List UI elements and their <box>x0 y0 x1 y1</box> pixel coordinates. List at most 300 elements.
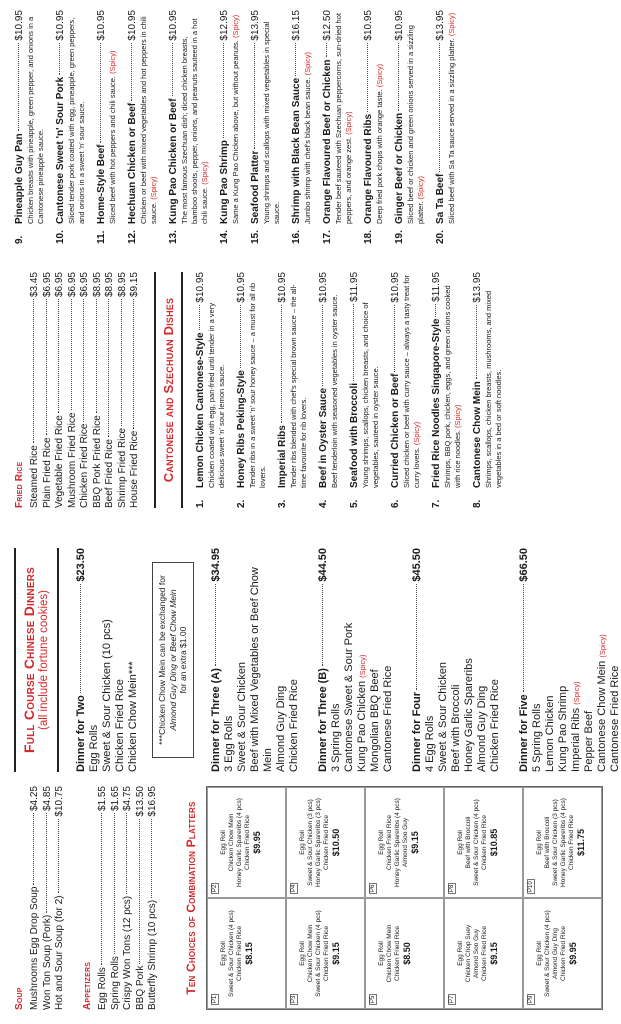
dinner-for-three-a <box>210 548 301 772</box>
dish-desc-text: Deep fried pork chops with orange taste. <box>375 89 384 224</box>
spicy-tag: (Spicy) <box>344 111 353 135</box>
item-price: $1.65 <box>109 786 121 812</box>
spicy-tag: (Spicy) <box>357 654 367 678</box>
dish-name: Kung Pao Chicken or Beef <box>168 98 179 224</box>
dish-price: $13.95 <box>435 10 446 41</box>
dish-body <box>431 272 463 488</box>
dish-body <box>291 10 313 224</box>
spicy-tag: (Spicy) <box>411 421 421 446</box>
combo-line: Beef with Broccoli <box>544 816 551 869</box>
item-price: $4.75 <box>122 786 133 812</box>
combo-line: Chicken Chow Mein <box>228 813 235 872</box>
item-price: $13.50 <box>134 786 146 817</box>
leader-dots <box>326 43 327 58</box>
combo-line: Sweet & Sour Chicken (3 pcs) <box>307 799 314 886</box>
note-line: Almond Guy Ding or Beef Chow Mein <box>167 589 178 731</box>
dish-description <box>67 10 87 224</box>
dish-body <box>250 10 282 224</box>
dish-description <box>334 10 354 224</box>
dish-price: $10.95 <box>317 272 329 303</box>
dinner-item <box>463 548 476 772</box>
dish-name: Honey Ribs Peking-Style <box>235 370 247 488</box>
dish-name: Curried Chicken or Beef <box>389 373 401 488</box>
column-fried-rice <box>0 272 621 508</box>
combo-line: Chicken Chop Suey <box>465 924 472 983</box>
combo-line: Chicken Fried Rice <box>394 926 401 981</box>
combo-line: Egg Roll <box>457 830 464 855</box>
dinner-item-text: Sweet & Sour Chicken (10 pcs) <box>101 619 113 772</box>
leader-dots <box>398 43 399 111</box>
dish-item <box>14 10 46 244</box>
leader-dots <box>46 813 47 913</box>
combo-line: Chicken Fried Rice <box>323 926 330 981</box>
leader-dots <box>439 43 440 172</box>
dish-name: Shrimp with Black Bean Sauce <box>291 77 302 224</box>
leader-dots <box>223 43 224 139</box>
top-rule <box>154 272 156 508</box>
price-row <box>117 272 130 508</box>
dish-head <box>127 10 139 224</box>
combo-cell <box>286 898 365 1009</box>
item-price: $6.95 <box>66 272 78 298</box>
combo-number: P3 <box>291 995 297 1003</box>
combo-line: Sweet & Sour Chicken (3 pcs) <box>552 799 559 886</box>
dish-number: 8. <box>471 499 483 508</box>
leader-dots <box>151 819 152 898</box>
dish-name: Imperial Ribs <box>276 425 288 488</box>
column-dinners <box>0 548 621 772</box>
spicy-tag: (Spicy) <box>447 12 456 37</box>
combo-line: Chicken Fried Rice <box>236 926 243 981</box>
dish-item <box>431 272 463 508</box>
dinner-for-two <box>75 548 140 772</box>
combo-line: Egg Roll <box>220 830 227 855</box>
dish-body <box>55 10 87 224</box>
combo-line: Chicken Fried Rice <box>386 815 393 870</box>
dish-item <box>127 10 159 244</box>
combo-number: P2 <box>212 884 218 892</box>
leader-dots <box>46 299 47 435</box>
appetizers-section <box>82 786 160 1010</box>
dinner-item-text: Beef with Mixed Vegetables or Beef Chow Mein <box>248 567 274 772</box>
price-row <box>42 786 55 1010</box>
dish-number: 15. <box>250 230 261 244</box>
dish-price: $12.50 <box>322 10 333 41</box>
dish-body <box>127 10 159 224</box>
dish-name: Cantonese Chow Mein <box>471 381 483 488</box>
dinner-item <box>476 548 489 772</box>
dish-desc-text: Jumbo shrimp with chef's black bean sauce. <box>303 77 312 224</box>
dinner-item <box>531 548 544 772</box>
dinner-item-text: Kung Pao Chicken <box>355 680 368 772</box>
combo-line: Egg Roll <box>378 941 385 966</box>
dish-desc-text: Sliced beef with hot peppers and chili sauce. <box>108 75 117 224</box>
dish-head <box>96 10 108 224</box>
spicy-tag: (Spicy) <box>452 404 462 428</box>
dish-price: $10.95 <box>394 10 405 41</box>
dinner-item <box>596 548 609 772</box>
dish-name: Seafood Platter <box>250 150 261 224</box>
column-dishes <box>0 10 621 244</box>
item-price: $6.95 <box>54 272 65 298</box>
dish-item <box>195 272 227 508</box>
note-line: ***Chicken Chow Mein can be exchanged for <box>157 575 167 745</box>
dish-number: 7. <box>430 499 442 508</box>
dishes-list <box>195 272 504 508</box>
combo-line: Almond Soo Guy <box>402 817 409 868</box>
item-name: Butterfly Shrimp (10 pcs) <box>147 899 158 1010</box>
combo-items <box>299 899 342 1008</box>
item-name: Beef Fried Rice <box>104 439 115 508</box>
dish-description <box>330 272 340 488</box>
dinner-item <box>88 548 101 772</box>
item-name: Hot and Sour Soup (for 2) <box>54 895 65 1010</box>
item-name: Plain Fried Rice <box>41 437 53 508</box>
leader-dots <box>18 43 19 132</box>
item-name: Mushrooms Egg Drop Soup <box>29 886 40 1010</box>
dish-head <box>349 272 361 488</box>
dish-description <box>375 10 385 224</box>
leader-dots <box>96 299 97 413</box>
item-name: Crispy Won Tons (12 pcs) <box>122 895 133 1010</box>
dish-description <box>108 10 118 224</box>
price-row <box>54 272 67 508</box>
combo-line: Chicken Fried Rice <box>560 926 567 981</box>
dish-number: 5. <box>348 499 360 508</box>
dish-item <box>236 272 268 508</box>
dinner-item <box>101 548 114 772</box>
leader-dots <box>58 299 59 413</box>
leader-dots <box>172 43 173 97</box>
dinner-item <box>114 548 127 772</box>
dish-number: 9. <box>14 235 25 244</box>
item-name: BBQ Pork Fried Rice <box>91 415 103 508</box>
combo-line: Almond Guy Ding <box>552 928 559 979</box>
spicy-tag: (Spicy) <box>571 681 581 705</box>
item-price: $8.95 <box>91 272 103 298</box>
dish-name: Kung Pao Shrimp <box>219 140 230 224</box>
dinner-item-text: 5 Spring Rolls <box>530 703 543 772</box>
combo-price: $9.95 <box>252 831 262 854</box>
combo-number: P7 <box>449 995 455 1003</box>
price-row <box>122 786 135 1010</box>
dish-name: Seafood with Broccoli <box>348 382 360 488</box>
dinner-item <box>544 548 557 772</box>
dish-name: Orange Flavoured Beef or Chicken <box>322 59 333 224</box>
dish-body <box>390 272 422 488</box>
appetizers-heading: Appetizers <box>82 961 93 1010</box>
bottom-rule <box>57 548 59 772</box>
dish-item <box>291 10 313 244</box>
combo-items <box>536 788 587 897</box>
dinner-item <box>343 548 356 772</box>
dinner-item-text: Cantonese Chow Mein <box>595 660 608 772</box>
dish-description <box>406 10 426 224</box>
dish-description <box>26 10 46 224</box>
item-name: House Fried Rice <box>129 430 140 508</box>
dish-desc-text: Young shrimps and scallops with mixed vegetables in special sauce. <box>262 21 281 224</box>
combo-line: Sweet & Sour Chicken (4 pcs) <box>544 910 551 997</box>
dinners-heading: Full Course Chinese Dinners <box>21 567 37 753</box>
combo-line: Chicken Fried Rice <box>481 815 488 870</box>
dish-head <box>394 10 406 224</box>
spicy-tag: (Spicy) <box>200 161 209 185</box>
dish-item <box>472 272 504 508</box>
dinner-price: $44.50 <box>316 548 329 582</box>
spicy-tag: (Spicy) <box>108 50 117 74</box>
dinner-item <box>330 548 343 772</box>
dish-number: 1. <box>194 499 206 508</box>
leader-dots <box>83 299 84 421</box>
column-soup-appetizers <box>0 786 621 1010</box>
dish-desc-text: Shrimps, BBQ pork, chicken, eggs, and green onions cooked with rice noodles. <box>442 285 462 488</box>
dinners-subtitle: (all include fortune cookies) <box>38 590 50 730</box>
item-name: Shrimp Fried Rice <box>116 427 128 508</box>
dish-number: 12. <box>127 230 138 244</box>
leader-dots <box>199 305 200 331</box>
combo-number: P6 <box>370 884 376 892</box>
dish-desc-text: Tender ribs blended with chef's special brown sauce – the all-time favourite for rib lovers. <box>288 284 308 488</box>
dinner-items <box>88 548 140 772</box>
dish-number: 16. <box>291 230 302 244</box>
dinner-item-text: 4 Egg Rolls <box>423 715 436 772</box>
dinner-item-text: Chicken Fried Rice <box>488 679 501 772</box>
dinner-name: Dinner for Three (A) <box>209 668 222 772</box>
combo-cell <box>286 787 365 898</box>
leader-dots <box>126 813 127 894</box>
price-row <box>79 272 92 508</box>
dish-number: 4. <box>317 499 329 508</box>
dish-price: $11.95 <box>348 272 360 302</box>
dish-item <box>219 10 241 244</box>
dish-name: Sa Ta Beef <box>435 173 446 224</box>
dish-desc-text: Same a Kung Pao Chicken above, but without peanuts. <box>231 40 240 224</box>
dish-price: $10.95 <box>127 10 138 41</box>
dinner-item <box>450 548 463 772</box>
dish-item <box>349 272 381 508</box>
item-price: $3.45 <box>29 272 40 298</box>
dish-head <box>390 272 402 488</box>
dinner-name: Dinner for Two <box>75 695 87 772</box>
combo-items <box>378 788 421 897</box>
dish-number: 11. <box>96 230 107 244</box>
dish-description <box>207 272 227 488</box>
combo-price: $9.95 <box>568 942 578 965</box>
price-row <box>97 786 110 1010</box>
dish-number: 2. <box>235 499 247 508</box>
item-price: $6.95 <box>79 272 90 298</box>
leader-dots <box>59 43 60 75</box>
combo-cell <box>365 787 444 898</box>
combination-section <box>184 786 603 1010</box>
dish-description <box>303 10 313 224</box>
leader-dots <box>322 305 323 386</box>
combination-grid <box>206 786 603 1010</box>
item-price: $10.75 <box>54 786 65 817</box>
dish-description <box>361 272 381 488</box>
dish-name: Home-Style Beef <box>96 144 107 224</box>
dish-name: Beef in Oyster Sauce <box>317 387 329 488</box>
dish-price: $10.95 <box>194 272 206 303</box>
spicy-tag: (Spicy) <box>231 14 240 39</box>
dish-price: $11.95 <box>430 272 442 302</box>
dinner-item-text: Imperial Ribs <box>569 707 582 772</box>
spicy-tag: (Spicy) <box>149 176 158 200</box>
item-name: Spring Rolls <box>109 956 121 1010</box>
dish-body <box>14 10 46 224</box>
dish-number: 19. <box>394 230 405 244</box>
dish-price: $10.95 <box>389 272 401 303</box>
combo-line: Sweet & Sour Chicken (4 pcs) <box>473 799 480 886</box>
dish-price: $10.95 <box>96 10 107 41</box>
dishes-list <box>14 10 457 244</box>
dinner-name: Dinner for Three (B) <box>316 668 329 772</box>
dish-desc-text: Sliced beef with Sa Ta sauce served in a sizzling platter. <box>447 38 456 224</box>
combo-line: Chicken Fried Rice <box>568 815 575 870</box>
combo-line: Egg Roll <box>536 830 543 855</box>
combo-price: $10.85 <box>489 828 499 857</box>
soup-section <box>14 786 67 1010</box>
dish-number: 13. <box>168 230 179 244</box>
dish-item <box>55 10 87 244</box>
dish-item <box>435 10 457 244</box>
appetizers-list <box>97 786 160 1010</box>
combo-items <box>220 899 255 1008</box>
dinner-for-five <box>518 548 621 772</box>
dish-description <box>139 10 159 224</box>
dish-head <box>168 10 180 224</box>
combo-number: P1 <box>212 995 218 1003</box>
dish-desc-text: Chicken or beef with mixed vegetables and hot peppers in chili sauce. <box>139 16 158 224</box>
dish-item <box>363 10 385 244</box>
dinner-items <box>330 548 395 772</box>
price-row <box>29 272 42 508</box>
dish-head <box>250 10 262 224</box>
dish-desc-text: Chicken breasts with pineapple, green pepper, and onions in a Cantonese pineapple sauce. <box>26 16 45 224</box>
combo-cell <box>444 787 523 898</box>
soup-list <box>29 786 67 1010</box>
dinner-item-text: Cantonese Sweet & Sour Pork <box>342 622 355 772</box>
dish-description <box>402 272 422 488</box>
dinner-items <box>223 548 301 772</box>
combo-price: $11.75 <box>576 828 586 857</box>
dish-price: $10.95 <box>55 10 66 41</box>
dinner-item <box>275 548 288 772</box>
dinner-item-text: Chicken Fried Rice <box>287 679 300 772</box>
combo-items <box>378 899 413 1008</box>
dinner-item <box>369 548 382 772</box>
item-price: $4.85 <box>41 786 53 812</box>
dish-body <box>322 10 354 224</box>
soup-heading: Soup <box>14 987 25 1010</box>
dinner-item-text: Kung Pao Shrimp <box>556 685 569 772</box>
dinner-item-text: Cantonese Fried Rice <box>608 665 621 772</box>
price-row <box>92 272 105 508</box>
leader-dots <box>281 305 282 424</box>
combo-line: Egg Roll <box>536 941 543 966</box>
price-row <box>147 786 160 1010</box>
dinner-item-text: Lemon Chicken <box>543 695 556 772</box>
dinner-item-text: Cantonese Fried Rice <box>381 665 394 772</box>
dinner-item-text: Almond Guy Ding <box>475 685 488 772</box>
combo-line: Almond Soo Guy <box>473 928 480 979</box>
dish-body <box>168 10 210 224</box>
leader-dots <box>254 43 255 149</box>
leader-dots <box>394 305 395 372</box>
dish-head <box>236 272 248 488</box>
bottom-rule <box>181 272 183 508</box>
dish-price: $13.95 <box>250 10 261 41</box>
item-name: Won Ton Soup (Pork) <box>41 914 53 1010</box>
dinner-item-text: Almond Guy Ding <box>274 685 287 772</box>
dinner-item <box>236 548 249 772</box>
dinner-price: $66.50 <box>517 548 530 582</box>
leader-dots <box>71 299 72 410</box>
dish-desc-text: Sliced beef or chicken and green onions served in a sizzling platter. <box>406 25 425 224</box>
dish-body <box>363 10 385 224</box>
dinner-item <box>249 548 275 772</box>
dish-head <box>472 272 484 488</box>
dinner-item-text: Chicken Fried Rice <box>114 679 126 772</box>
dinner-item <box>583 548 596 772</box>
combo-number: P4 <box>291 884 297 892</box>
combo-number: P5 <box>370 995 376 1003</box>
dinner-item <box>557 548 570 772</box>
dinner-name: Dinner for Four <box>410 691 423 772</box>
cs-heading: Cantonese and Szechuan Dishes <box>160 297 176 483</box>
dinner-item-text: Egg Rolls <box>88 724 100 772</box>
dish-item <box>277 272 309 508</box>
dish-body <box>236 272 268 488</box>
combo-number: P9 <box>528 995 534 1003</box>
item-price: $6.95 <box>41 272 53 298</box>
combo-line: Honey Garlic Spareribs (4 pcs) <box>560 798 567 887</box>
dish-desc-text: Tender ribs in a sweet 'n' sour honey sauce – a must for all rib lovers. <box>247 282 267 488</box>
combo-line: Chicken Fried Rice <box>244 815 251 870</box>
dish-name: Fried Rice Noodles Singapore-Style <box>430 318 442 488</box>
dish-price: $10.95 <box>276 272 288 303</box>
dish-item <box>394 10 426 244</box>
item-name: BBQ Pork <box>134 965 146 1010</box>
spicy-tag: (Spicy) <box>375 63 384 88</box>
dish-head <box>431 272 443 488</box>
leader-dots <box>108 299 109 437</box>
dish-price: $13.95 <box>471 272 483 303</box>
combo-line: Egg Roll <box>299 830 306 855</box>
dinner-item <box>489 548 502 772</box>
dinner-item-text: Chicken Chow Mein*** <box>127 661 139 772</box>
dish-number: 18. <box>363 230 374 244</box>
dish-item <box>250 10 282 244</box>
combo-price: $9.15 <box>489 942 499 965</box>
leader-dots <box>131 43 132 101</box>
dish-body <box>349 272 381 488</box>
price-row <box>110 786 123 1010</box>
item-name: Steamed Rice <box>29 445 40 508</box>
note-line: for an extra $1.00 <box>178 626 188 694</box>
dish-number: 17. <box>322 230 333 244</box>
combo-number: P8 <box>449 884 455 892</box>
item-price: $4.25 <box>29 786 40 812</box>
dinner-item <box>127 548 140 772</box>
leader-dots <box>367 43 368 112</box>
dish-desc-text: The most famous Szechuan dish; diced chicken breasts, bamboo shoots, pepper, onions, and peanuts sauteed in a hot chili sauce. <box>180 18 209 224</box>
combo-line: Egg Roll <box>299 941 306 966</box>
dinner-item-text: Sweet & Sour Chicken <box>436 661 449 772</box>
dish-desc-text: Beef tenderloin with seasoned vegetables in oyster sauce. <box>329 294 339 488</box>
dish-head <box>322 10 334 224</box>
combo-line: Beef with Broccoli <box>465 816 472 869</box>
